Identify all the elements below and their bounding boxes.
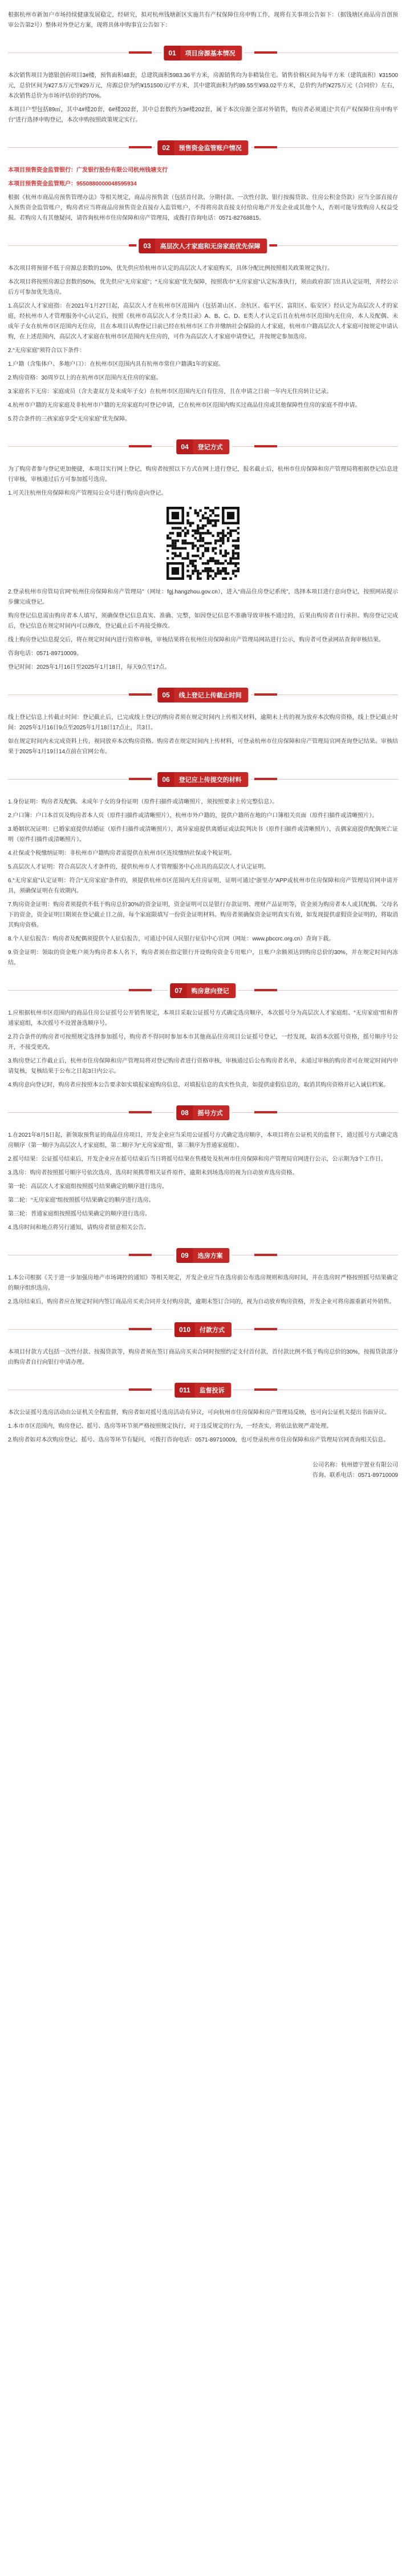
section-paragraph: 1.本市市区范围内，购房登记、摇号、选房等环节须严格按照规定执行，对于违反规定的行为，一经查实，将依法依规严肃处理。 — [8, 1423, 332, 1430]
section-paragraph: 2.购房资格：30周岁以上的在杭州市区范围内无住房的家庭。 — [8, 375, 162, 381]
section-header — [8, 770, 398, 789]
decor-bar-right — [254, 1328, 277, 1330]
decor-bar-left — [129, 1111, 152, 1113]
decor-bar-right — [254, 1254, 277, 1256]
section-paragraph: 购房登记信息需由购房者本人填写，须确保登记信息真实、准确、完整，如因登记信息不准确导致审核不通过的，后果由购房者自行承担。购房登记完成后，登记信息在规定时间内可以修改，登记截止后不再接受修改。 — [8, 613, 398, 629]
decor-bar-left — [129, 1388, 152, 1391]
section-paragraph: 1.应根据杭州市区范围内的商品住房公证摇号公开销售规定，本项目采取公证摇号方式确定选房顺序，本次摇号分为高层次人才家庭组、“无房家庭”组和普通家庭组，本次摇号不设置备选顺序号。 — [8, 1010, 398, 1027]
decor-bar-left — [129, 51, 152, 54]
footer-contact: 咨询、联系电话：0571-89710009 — [312, 1472, 398, 1479]
section-body — [0, 71, 406, 126]
section-number: 08 — [176, 1105, 193, 1120]
qr-code-icon[interactable] — [167, 507, 239, 580]
section-header — [8, 685, 398, 705]
section-paragraph: 2.登录杭州市房管局官网“杭州住房保障和房产管理局”（网址：fgj.hangzhou.gov.cn），进入“商品住房登记系统”，选择本项目进行意向登记，按照网站提示步骤完成登记。 — [8, 589, 398, 605]
decor-bar-left — [129, 778, 152, 780]
section-badge — [176, 1105, 229, 1120]
section-number: 09 — [176, 1248, 193, 1263]
section-title: 监督投诉 — [199, 1387, 225, 1394]
section-title: 项目房源基本情况 — [185, 50, 236, 57]
section-number: 06 — [157, 772, 174, 787]
decor-bar-left — [129, 989, 152, 991]
section-badge — [139, 239, 267, 253]
section-header — [8, 236, 398, 256]
section-number: 05 — [157, 688, 174, 702]
section-number: 03 — [139, 239, 155, 253]
section-paragraph: 线上登记信息上传截止时间：登记截止后，已完成线上登记的购房者须在规定时间内上传相关材料，逾期未上传的视为放弃本次购房资格，线上登记截止时间：2025年1月16日9点至2025年1月18日17点止，共3日。 — [8, 714, 398, 731]
section-header — [8, 981, 398, 1000]
section-badge — [170, 983, 236, 998]
section-title: 高层次人才家庭和无房家庭优先保障 — [160, 243, 261, 250]
section-header — [8, 1320, 398, 1339]
section-paragraph: 5.高层次人才证明：符合高层次人才条件的，提供杭州市人才管理服务中心出具的高层次人才认定证明。 — [8, 864, 270, 870]
section-badge — [157, 140, 248, 155]
section-paragraph: 3.婚姻状况证明：已婚家庭提供结婚证（原件扫描件或清晰照片），离异家庭提供离婚证或法院判决书（原件扫描件或清晰照片），丧偶家庭提供配偶死亡证明（原件扫描件或清晰照片）。 — [8, 826, 398, 843]
section-paragraph: 2.户口簿：户口本首页及购房者本人页（原件扫描件或清晰照片），杭州市外户籍的，提供户籍所在地的户口簿相关页面（原件扫描件或清晰照片）。 — [8, 813, 378, 819]
decor-bar-left — [129, 1328, 152, 1330]
section-paragraph: 2.选房结束后，购房者应在规定时间内签订商品房买卖合同并支付购房款，逾期未签订合同的，视为自动放弃购房资格，开发企业可将房源重新对外销售。 — [8, 1299, 395, 1305]
section-paragraph: 2.“无房家庭”须符合以下条件： — [8, 348, 85, 354]
section-body — [0, 1273, 406, 1307]
decor-bar-left — [129, 445, 152, 447]
section-title: 登记方式 — [197, 444, 223, 451]
section-title: 摇号方式 — [197, 1110, 223, 1117]
section-paragraph: 5.符合条件的三孩家庭享受“无房家庭”优先保障。 — [8, 416, 131, 422]
section-paragraph: 4.购房意向登记时，购房者应按照本公告要求如实填报家庭购房信息，对填报信息的真实性负责，如提供虚假信息的，取消其购房资格并记入诚信档案。 — [8, 1082, 389, 1088]
section-badge — [157, 772, 248, 787]
section-paragraph: 9.资金证明：领取的资金账户须为购房者本人名下，购房者须在指定银行开设购房资金专用账户，且账户余额须达到购房总价的30%，并在规定时间内冻结。 — [8, 950, 398, 966]
section-title: 选房方案 — [197, 1253, 223, 1259]
section-paragraph: 登记时间：2025年1月16日至2025年1月18日，每天9点至17点。 — [8, 664, 170, 671]
section-paragraph: 4.社保或个税缴纳证明：非杭州市户籍购房者需提供在杭州市区连续缴纳社保或个税证明。 — [8, 850, 236, 857]
section-paragraph: 2.符合条件的购房者可按照规定选择参加摇号，购房者不得同时参加本市其他商品住房项目公证摇号登记，一经发现，取消本次摇号资格，摇号顺序号公开，不接受更改。 — [8, 1034, 398, 1051]
decor-bar-left — [129, 1254, 152, 1256]
section-badge — [157, 688, 248, 702]
intro-paragraph: 根据杭州市新加户市场持续健康发展稳定，经研究，拟对杭州钱塘新区实施共有产权保障住房申购工作，现将有关事项公告如下：（据钱塘区商品房首创预审公告第2号）整体对外登记方案，现将具体申购事宜公告如下： — [8, 12, 398, 29]
section-paragraph: 4.杭州市户籍的无房家庭及非杭州市户籍的无房家庭均可登记申请，已在杭州市区范围内购买过商品住房或其他保障性住房的家庭不得申请。 — [8, 402, 361, 409]
section-paragraph: 6.“无房家庭”认定证明：符合“无房家庭”条件的，须提供杭州市区范围内无住房证明，证明可通过“浙里办”APP或杭州市住房保障和房产管理局官网申请开具，须确保证明在有效期内。 — [8, 878, 398, 894]
section-header — [8, 43, 398, 63]
section-body — [0, 165, 406, 224]
section-paragraph: 本次公证摇号选房活动由公证机关全程监督，购房者如对摇号选房活动有异议，可向杭州市住房保障和房产管理局反映，也可向公证机关提出书面异议。 — [8, 1410, 390, 1416]
decor-bar-right — [254, 146, 277, 148]
section-paragraph: 7.购房资金证明：购房者须提供不低于购房总价30%的资金证明，资金证明可以是银行存款证明、理财产品证明等，资金须为购房者本人或其配偶、父母名下的资金，资金证明日期须在登记截止日之前，每个家庭限填写一份资金证明材料。购房者须确保资金证明真实有效，如发现提供虚假资金证明的，将取消其购房资格。 — [8, 902, 398, 928]
section-body — [0, 1130, 406, 1233]
section-body — [0, 713, 406, 757]
section-header — [8, 437, 398, 457]
section-paragraph: 1.在2021年8月5日起，新领取预售证的商品住房项目，开发企业应当采用公证摇号方式确定选房顺序，本项目将在公证机关的监督下，通过摇号方式确定选房顺序（第一顺序为高层次人才家庭组，第二顺序为“无房家庭”组，第三顺序为普通家庭组）。 — [8, 1132, 398, 1149]
section-title: 购房意向登记 — [191, 988, 229, 995]
section-body — [0, 797, 406, 968]
decor-bar-right — [254, 445, 277, 447]
section-paragraph: 4.选房时间和地点将另行通知，请购房者留意相关公告。 — [8, 1225, 150, 1231]
decor-bar-right — [254, 989, 277, 991]
section-badge — [174, 1383, 231, 1398]
decor-bar-left — [129, 146, 152, 148]
section-number: 02 — [157, 140, 174, 155]
section-paragraph: 本项目付款方式包括一次性付款、按揭贷款等，购房者须在签订商品房买卖合同时按照约定支付首付款，首付款比例不低于购房总价的30%，按揭贷款部分由购房者自行向银行申请办理。 — [8, 1349, 398, 1366]
section-paragraph: 3.购房登记工作截止后，杭州市住房保障和房产管理局将对登记购房者进行资格审核，审核通过后公布购房者名单，未通过审核的购房者可在规定时间内申请复核，复核结果于公布之日起3日内公示。 — [8, 1058, 398, 1075]
section-body — [0, 1408, 406, 1446]
footer — [0, 1449, 406, 1481]
section-paragraph: 2.摇号结果：公证摇号结束后，开发企业应在摇号结束后当日将摇号结果在售楼处及杭州市住房保障和房产管理局官网进行公示，公示期为3个工作日。 — [8, 1156, 387, 1162]
decor-bar-right — [254, 693, 277, 696]
decor-bar-right — [254, 778, 277, 780]
section-body — [0, 465, 406, 673]
section-paragraph: 3.家庭名下无房：家庭成员（含夫妻双方及未成年子女）在杭州市区范围内无自有住房，且在申请之日前一年内无住房转让记录。 — [8, 389, 332, 395]
section-badge — [176, 1248, 229, 1263]
decor-bar-right — [254, 1388, 277, 1391]
section-header — [8, 1380, 398, 1400]
section-body — [0, 1008, 406, 1091]
section-paragraph: 第三轮：普通家庭组按照摇号结果确定的顺序进行选房。 — [8, 1211, 151, 1217]
section-paragraph: 1.本公司根据《关于进一步加强房地产市场调控的通知》等相关规定，开发企业应当在选房前公布选房规则和选房时间，并在选房时严格按照摇号结果确定的顺序组织选房。 — [8, 1275, 398, 1291]
section-paragraph: 线上购房登记信息提交后，将在规定时间内进行资格审核，审核结果将在杭州住房保障和房产管理局网站进行公示，购房者可登录网站查询审核结果。 — [8, 637, 384, 643]
section-paragraph: 咨询电话：0571-89710009。 — [8, 651, 83, 657]
section-badge — [164, 46, 242, 60]
section-title: 线上登记上传截止时间 — [178, 692, 242, 699]
section-paragraph: 本项目预售资金监管银行：广发银行股份有限公司杭州钱塘支行 — [8, 167, 168, 173]
sections-container — [0, 43, 406, 1446]
section-title: 登记应上传提交的材料 — [178, 777, 242, 784]
decor-bar-left — [129, 693, 152, 696]
section-number: 01 — [164, 46, 180, 60]
section-body — [0, 264, 406, 425]
qr-code-wrap — [8, 502, 398, 587]
section-paragraph: 第二轮：“无房家庭”组按照摇号结果确定的顺序进行选房。 — [8, 1197, 155, 1204]
section-number: 04 — [176, 439, 193, 454]
footer-company: 公司名称：杭州德宇置业有限公司 — [312, 1462, 398, 1468]
section-header — [8, 138, 398, 158]
section-paragraph: 1.户籍（含集体户、多地户口）：在杭州市区范围内具有杭州市常住户籍满1年的家庭。 — [8, 361, 224, 368]
section-number: 010 — [174, 1322, 195, 1337]
section-number: 07 — [170, 983, 186, 998]
section-number: 011 — [174, 1383, 194, 1398]
section-title: 付款方式 — [200, 1327, 225, 1334]
section-body — [0, 1347, 406, 1368]
section-paragraph: 本项目预售资金监管账户：9550880000048595934 — [8, 181, 137, 187]
section-paragraph: 1.身份证明：购房者及配偶、未成年子女的身份证明（原件扫描件或清晰照片，须按照要求上传完整信息）。 — [8, 799, 278, 805]
section-header — [8, 1103, 398, 1123]
section-paragraph: 本项目户型包括89㎡，其中4#楼20套，6#楼202套，其中总套数约为3#楼202套，属于本次房源全部对外销售，购房者必须通过“共有产权保障住房申购平台”进行选择申购登记，本次申购按照政策规定实行。 — [8, 107, 398, 123]
section-paragraph: 1.可关注杭州住房保障和房产管理局公众号进行购房意向登记。 — [8, 490, 167, 496]
section-paragraph: 如在规定时间内未完成资料上传，视同放弃本次购房资格。购房者在规定时间内上传材料，可登录杭州市住房保障和房产管理局官网查询登记结果。审核结果于2025年1月19日14点前在官网公布。 — [8, 738, 398, 755]
section-paragraph: 1.高层次人才家庭指：在2021年1月27日起，高层次人才在杭州市区范围内（包括萧山区、余杭区、临平区、富阳区、临安区）经认定为高层次人才的家庭，经杭州市人才管理服务中心认定后，按照《杭州市高层次人才分类目录》A、B、C、D、E类人才认定后且在杭州市区范围内无住房，本人及配偶、未成年子女在杭州市区范围内无住房，且在本项目认购登记日前已经在杭州市区工作并缴纳社会保险的人才家庭，杭州市户籍高层次人才家庭可按规定申请认购，在上述范围内，高层次人才家庭在杭州市区范围内无住房的，可作为高层次人才家庭申请登记，并按规定参加选房。 — [8, 303, 398, 340]
section-paragraph: 本次项目将预留不低于房源总套数的10%，优先供应给杭州市认定的高层次人才家庭购买，具体分配比例按照相关政策规定执行。 — [8, 265, 334, 272]
section-paragraph: 根据《杭州市商品房预售管理办法》等相关规定，商品房预售款（包括首付款、分期付款、一次性付款、银行按揭贷款、住房公积金贷款）应当全部直接存入预售资金监管账户，购房者应当将商品房预售资金直接存入监管账户，不得将房款直接支付给房地产开发企业或其他个人，否则可能导致购房人权益受损。若购房人有其他疑问，请咨询杭州市住房保障和房产管理局，或拨打咨询电话：0571-82768815。 — [8, 195, 398, 221]
section-paragraph: 本次项目将按照房源总套数的50%，优先供应“无房家庭”；“无房家庭”优先保障，按照我市“无房家庭”认定标准执行，须由政府部门出具认定证明，并经公示后方可参加优先选房。 — [8, 279, 398, 296]
section-header — [8, 1246, 398, 1265]
section-title: 预售资金监管账户情况 — [178, 145, 242, 152]
section-paragraph: 8.个人征信报告：购房者及配偶须提供个人征信报告，可通过中国人民银行征信中心官网（网址：www.pbccrc.org.cn）查询下载。 — [8, 936, 335, 942]
decor-bar-right — [254, 1111, 277, 1113]
decor-bar-right — [254, 51, 277, 54]
section-badge — [174, 1322, 232, 1337]
section-paragraph: 为了购房者参与登记更加便捷，本项目实行网上登记，购房者按照以下方式在网上进行登记，报名截止后，杭州市住房保障和房产管理局将根据登记信息进行审核，审核通过后方可参加摇号选房。 — [8, 466, 398, 483]
section-paragraph: 本次销售项目为德银创府项目3#楼，预售面积48套，总建筑面积5983.36平方米，房源销售均为非精装住宅。销售价格区间为每平方米（建筑面积）¥31500元，总价区间为¥27.5万元至¥29万元，房源总价为约¥151500元/平方米，其中建筑面积为约89.55至¥93.02平方米，总价约为约¥275万元（合同价）左右，本次销售总价为市场评估价的约70%。 — [8, 72, 398, 99]
section-paragraph: 第一轮：高层次人才家庭组按照摇号结果确定的顺序进行选房。 — [8, 1184, 168, 1190]
section-badge — [176, 439, 229, 454]
section-paragraph: 3.选房：购房者按照摇号顺序号依次选房，选房时须携带相关证件原件，逾期未到场选房的视为自动放弃选房资格。 — [8, 1170, 298, 1176]
section-paragraph: 2.购房者如对本次购房登记、摇号、选房等环节有疑问，可拨打咨询电话：0571-89710009，也可登录杭州市住房保障和房产管理局官网查询相关信息。 — [8, 1437, 389, 1443]
